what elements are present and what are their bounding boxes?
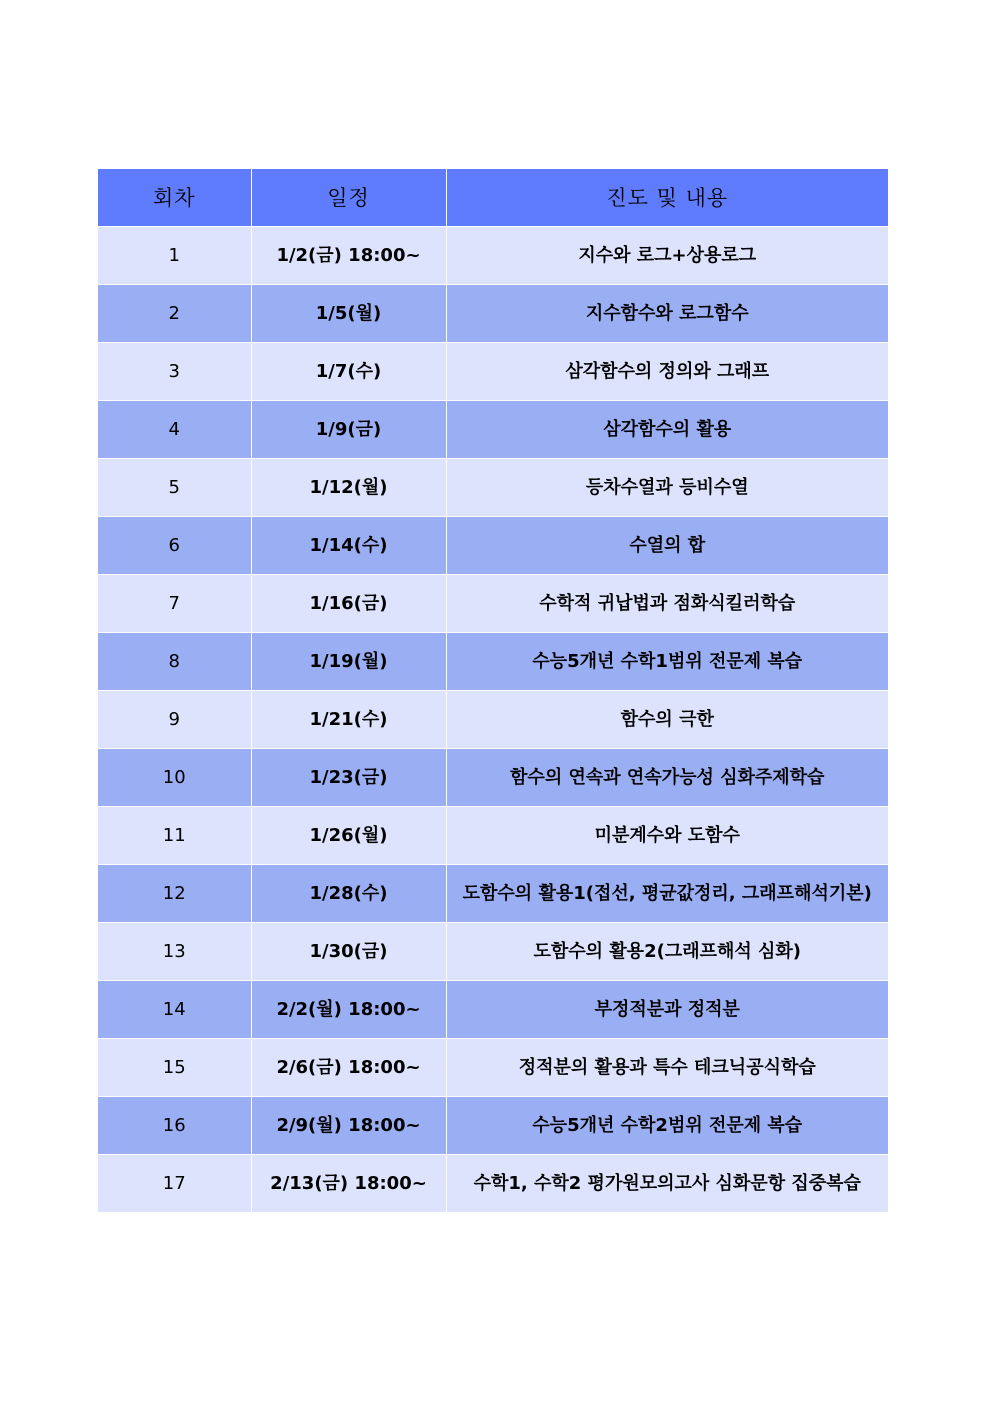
table-row xyxy=(98,1096,888,1154)
schedule-table xyxy=(98,169,888,1213)
session-number: 5 xyxy=(98,458,251,516)
session-date: 1/9(금) xyxy=(251,400,446,458)
session-date: 1/14(수) xyxy=(251,516,446,574)
session-date: 1/26(월) xyxy=(251,806,446,864)
session-number: 10 xyxy=(98,748,251,806)
session-number: 1 xyxy=(98,226,251,284)
session-date: 1/7(수) xyxy=(251,342,446,400)
table-row xyxy=(98,342,888,400)
session-date: 1/28(수) xyxy=(251,864,446,922)
header-content: 진도 및 내용 xyxy=(446,169,888,226)
table-row xyxy=(98,980,888,1038)
table-row xyxy=(98,226,888,284)
session-date: 1/30(금) xyxy=(251,922,446,980)
session-content: 정적분의 활용과 특수 테크닉공식학습 xyxy=(446,1038,888,1096)
session-number: 15 xyxy=(98,1038,251,1096)
table-row xyxy=(98,922,888,980)
session-content: 함수의 연속과 연속가능성 심화주제학습 xyxy=(446,748,888,806)
session-content: 등차수열과 등비수열 xyxy=(446,458,888,516)
header-date: 일정 xyxy=(251,169,446,226)
session-content: 미분계수와 도함수 xyxy=(446,806,888,864)
session-number: 14 xyxy=(98,980,251,1038)
table-row xyxy=(98,632,888,690)
session-date: 1/21(수) xyxy=(251,690,446,748)
table-row xyxy=(98,574,888,632)
session-content: 삼각함수의 활용 xyxy=(446,400,888,458)
table-row xyxy=(98,864,888,922)
session-number: 17 xyxy=(98,1154,251,1212)
session-content: 지수함수와 로그함수 xyxy=(446,284,888,342)
session-number: 3 xyxy=(98,342,251,400)
session-content: 수능5개년 수학2범위 전문제 복습 xyxy=(446,1096,888,1154)
table-row xyxy=(98,1038,888,1096)
session-content: 수학1, 수학2 평가원모의고사 심화문항 집중복습 xyxy=(446,1154,888,1212)
session-date: 2/6(금) 18:00~ xyxy=(251,1038,446,1096)
session-content: 도함수의 활용1(접선, 평균값정리, 그래프해석기본) xyxy=(446,864,888,922)
session-number: 11 xyxy=(98,806,251,864)
session-content: 함수의 극한 xyxy=(446,690,888,748)
session-content: 수학적 귀납법과 점화식킬러학습 xyxy=(446,574,888,632)
session-number: 12 xyxy=(98,864,251,922)
session-date: 1/12(월) xyxy=(251,458,446,516)
table-row xyxy=(98,458,888,516)
session-content: 수능5개년 수학1범위 전문제 복습 xyxy=(446,632,888,690)
table-row xyxy=(98,516,888,574)
session-number: 4 xyxy=(98,400,251,458)
schedule-body xyxy=(98,226,888,1212)
session-number: 9 xyxy=(98,690,251,748)
table-row xyxy=(98,690,888,748)
session-content: 도함수의 활용2(그래프해석 심화) xyxy=(446,922,888,980)
session-date: 2/9(월) 18:00~ xyxy=(251,1096,446,1154)
schedule-header xyxy=(98,169,888,226)
header-session: 회차 xyxy=(98,169,251,226)
table-row xyxy=(98,284,888,342)
header-row xyxy=(98,169,888,226)
session-number: 13 xyxy=(98,922,251,980)
session-number: 16 xyxy=(98,1096,251,1154)
session-date: 1/2(금) 18:00~ xyxy=(251,226,446,284)
session-date: 2/2(월) 18:00~ xyxy=(251,980,446,1038)
session-number: 6 xyxy=(98,516,251,574)
session-number: 8 xyxy=(98,632,251,690)
table-row xyxy=(98,400,888,458)
session-content: 지수와 로그+상용로그 xyxy=(446,226,888,284)
session-number: 7 xyxy=(98,574,251,632)
session-date: 1/16(금) xyxy=(251,574,446,632)
session-content: 수열의 합 xyxy=(446,516,888,574)
session-date: 1/23(금) xyxy=(251,748,446,806)
session-date: 1/19(월) xyxy=(251,632,446,690)
session-content: 삼각함수의 정의와 그래프 xyxy=(446,342,888,400)
session-number: 2 xyxy=(98,284,251,342)
table-row xyxy=(98,1154,888,1212)
table-row xyxy=(98,748,888,806)
table-row xyxy=(98,806,888,864)
session-date: 2/13(금) 18:00~ xyxy=(251,1154,446,1212)
session-content: 부정적분과 정적분 xyxy=(446,980,888,1038)
session-date: 1/5(월) xyxy=(251,284,446,342)
